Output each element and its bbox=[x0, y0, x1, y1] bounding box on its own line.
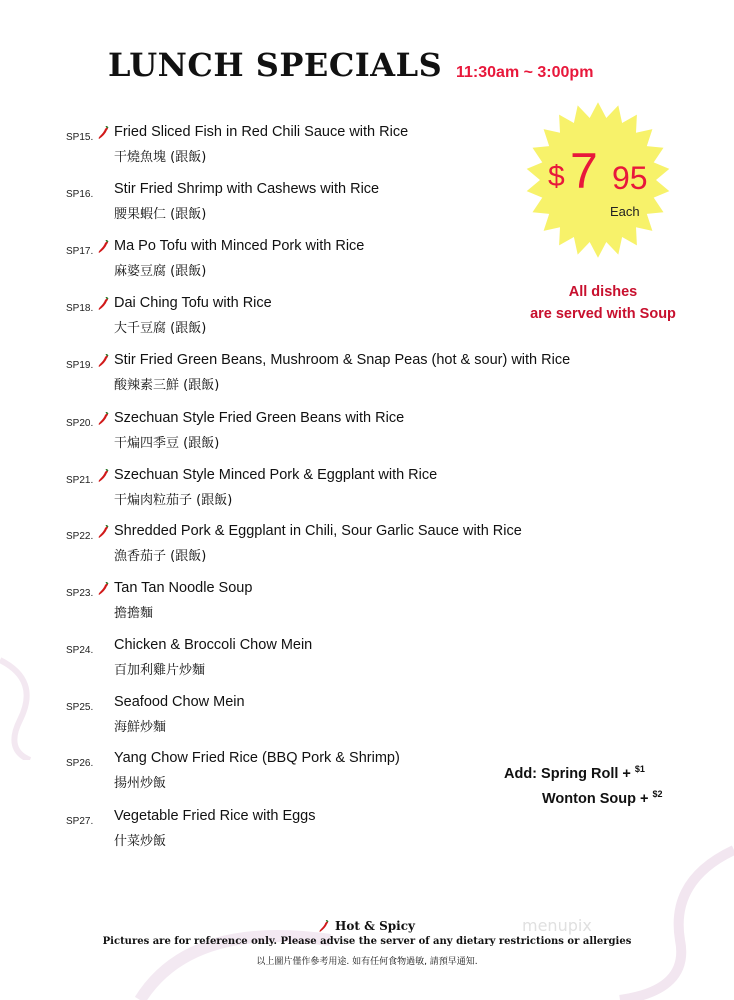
item-chinese-name: 干燒魚塊 (跟飯) bbox=[114, 150, 207, 165]
item-code: SP26. bbox=[66, 758, 94, 769]
item-name: Szechuan Style Fried Green Beans with Rice bbox=[114, 410, 405, 426]
item-name: Shredded Pork & Eggplant in Chili, Sour Garlic Sauce with Rice bbox=[114, 523, 522, 539]
item-name: Stir Fried Green Beans, Mushroom & Snap Peas (hot & sour) with Rice bbox=[114, 352, 571, 368]
item-chinese-name: 干煸肉粒茄子 (跟飯) bbox=[114, 493, 233, 508]
chili-pepper-icon bbox=[97, 354, 109, 368]
item-chinese-name: 大千豆腐 (跟飯) bbox=[114, 321, 207, 336]
addon-spring-roll-price: $1 bbox=[634, 764, 645, 774]
menu-item bbox=[0, 181, 600, 229]
menu-item bbox=[0, 124, 600, 172]
disclaimer-chinese: 以上圖片僅作參考用途. 如有任何食物過敏, 請預早通知. bbox=[256, 957, 478, 967]
item-name: Szechuan Style Minced Pork & Eggplant with Rice bbox=[114, 467, 438, 483]
price-cents: 95 bbox=[612, 160, 648, 196]
menu-item bbox=[0, 808, 600, 856]
watermark: menupix bbox=[522, 916, 592, 935]
item-chinese-name: 百加利雞片炒麵 bbox=[114, 663, 206, 678]
chili-pepper-icon bbox=[97, 469, 109, 483]
soup-note-line2: are served with Soup bbox=[530, 306, 676, 322]
menu-item bbox=[0, 410, 600, 458]
addon-spring-roll-label: Add: Spring Roll + bbox=[504, 765, 635, 782]
chili-pepper-icon bbox=[97, 297, 109, 311]
menu-item bbox=[0, 637, 600, 685]
chili-pepper-icon bbox=[97, 240, 109, 254]
item-code: SP16. bbox=[66, 189, 94, 200]
item-chinese-name: 揚州炒飯 bbox=[114, 776, 167, 791]
item-name: Chicken & Broccoli Chow Mein bbox=[114, 637, 313, 653]
menu-item bbox=[0, 694, 600, 742]
item-name: Vegetable Fried Rice with Eggs bbox=[114, 808, 316, 824]
item-code: SP27. bbox=[66, 816, 94, 827]
item-name: Tan Tan Noodle Soup bbox=[114, 580, 253, 596]
disclaimer: Pictures are for reference only. Please advise the server of any dietary restrictions or allergies bbox=[102, 936, 632, 947]
menu-item bbox=[0, 467, 600, 515]
item-code: SP20. bbox=[66, 418, 94, 429]
chili-pepper-icon bbox=[97, 525, 109, 539]
item-code: SP24. bbox=[66, 645, 94, 656]
addon-wonton-price: $2 bbox=[652, 789, 663, 799]
item-name: Fried Sliced Fish in Red Chili Sauce with Rice bbox=[114, 124, 409, 140]
item-code: SP17. bbox=[66, 246, 94, 257]
soup-note-line1: All dishes bbox=[568, 284, 638, 300]
menu-item bbox=[0, 580, 600, 628]
item-chinese-name: 麻婆豆腐 (跟飯) bbox=[114, 264, 207, 279]
item-name: Yang Chow Fried Rice (BBQ Pork & Shrimp) bbox=[114, 750, 400, 766]
price-dollars: 7 bbox=[570, 143, 598, 199]
chili-pepper-icon bbox=[97, 126, 109, 140]
item-name: Dai Ching Tofu with Rice bbox=[114, 295, 272, 311]
item-code: SP19. bbox=[66, 360, 94, 371]
item-code: SP23. bbox=[66, 588, 94, 599]
page-title: LUNCH SPECIALS bbox=[108, 46, 443, 84]
item-code: SP18. bbox=[66, 303, 94, 314]
item-name: Ma Po Tofu with Minced Pork with Rice bbox=[114, 238, 365, 254]
item-code: SP15. bbox=[66, 132, 94, 143]
item-name: Seafood Chow Mein bbox=[114, 694, 245, 710]
lunch-hours: 11:30am ~ 3:00pm bbox=[456, 64, 594, 81]
item-chinese-name: 酸辣素三鮮 (跟飯) bbox=[114, 378, 220, 393]
addon-wonton-label: Wonton Soup + bbox=[542, 790, 653, 807]
item-code: SP22. bbox=[66, 531, 94, 542]
menu-item bbox=[0, 750, 600, 798]
item-chinese-name: 干煸四季豆 (跟飯) bbox=[114, 436, 220, 451]
chili-pepper-icon bbox=[97, 582, 109, 596]
price-dollar-sign: $ bbox=[548, 160, 565, 193]
item-chinese-name: 海鮮炒麵 bbox=[114, 720, 167, 735]
chili-pepper-icon bbox=[97, 412, 109, 426]
menu-item bbox=[0, 295, 600, 343]
menu-item bbox=[0, 352, 600, 400]
item-chinese-name: 腰果蝦仁 (跟飯) bbox=[114, 207, 207, 222]
item-chinese-name: 擔擔麵 bbox=[114, 606, 154, 621]
item-chinese-name: 什菜炒飯 bbox=[114, 834, 167, 849]
legend-chili-pepper-icon bbox=[318, 920, 329, 933]
item-name: Stir Fried Shrimp with Cashews with Rice bbox=[114, 181, 380, 197]
price-each-label: Each bbox=[610, 204, 640, 219]
menu-item bbox=[0, 523, 600, 571]
menu-item bbox=[0, 238, 600, 286]
item-chinese-name: 漁香茄子 (跟飯) bbox=[114, 549, 207, 564]
item-code: SP21. bbox=[66, 475, 94, 486]
spicy-legend: Hot & Spicy bbox=[335, 919, 415, 933]
item-code: SP25. bbox=[66, 702, 94, 713]
